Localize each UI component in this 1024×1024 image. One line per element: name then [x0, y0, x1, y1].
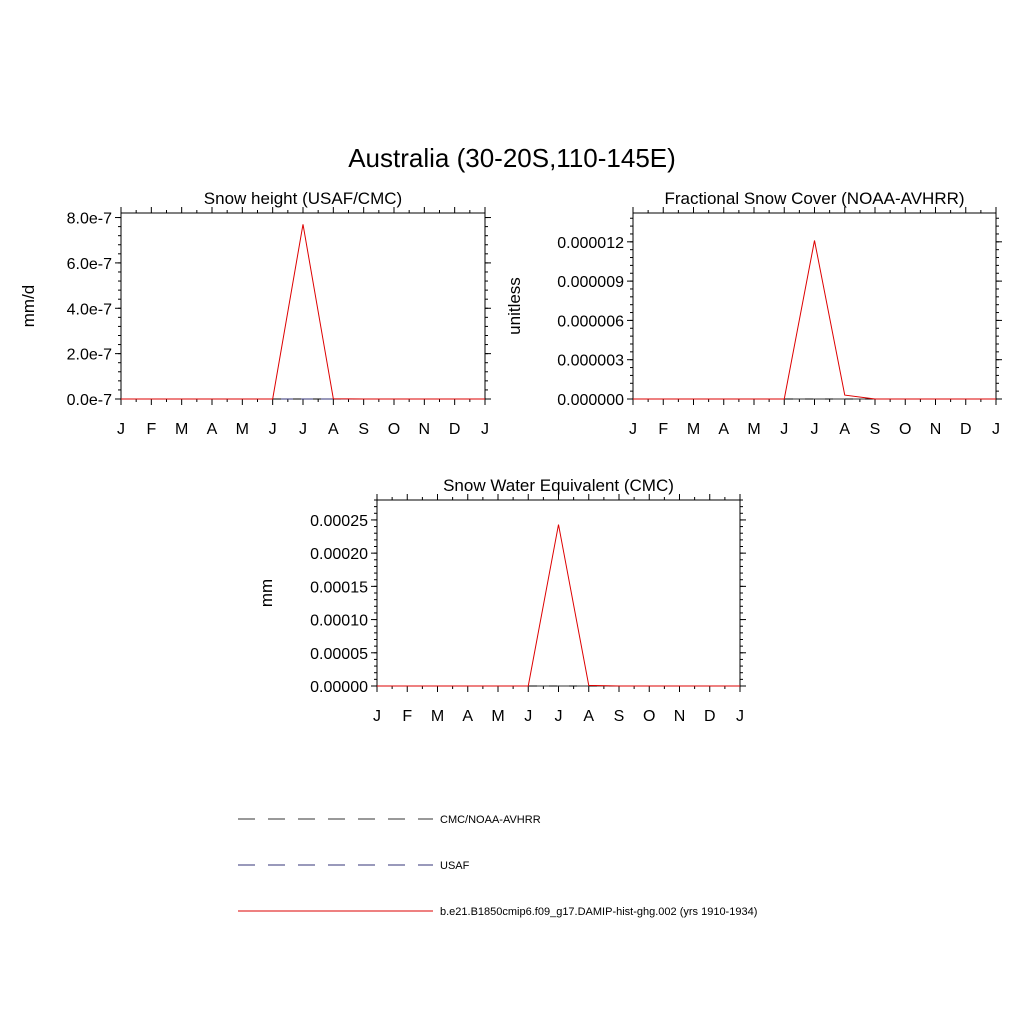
series-line-b-e21-b1850cmip6-f09-g17-damip-hist-ghg-002 — [633, 241, 996, 399]
x-tick-label: A — [327, 421, 339, 438]
x-tick-label: A — [839, 421, 851, 438]
plot-frame — [377, 500, 740, 686]
plot-frame — [121, 213, 485, 399]
panel-title: Snow Water Equivalent (CMC) — [443, 476, 674, 495]
x-tick-label: J — [373, 708, 381, 725]
x-tick-label: M — [747, 421, 761, 438]
y-tick-label: 0.00020 — [310, 546, 368, 564]
x-tick-label: J — [992, 421, 1000, 438]
y-tick-label: 2.0e-7 — [66, 346, 112, 364]
x-tick-label: O — [643, 708, 656, 725]
x-tick-label: J — [299, 421, 307, 438]
x-tick-label: F — [658, 421, 669, 438]
y-tick-label: 0.000006 — [557, 313, 624, 331]
legend-label: b.e21.B1850cmip6.f09_g17.DAMIP-hist-ghg.002 (yrs 1910-1934) — [440, 906, 758, 918]
x-tick-label: J — [481, 421, 489, 438]
x-tick-label: A — [718, 421, 730, 438]
y-tick-label: 0.000012 — [557, 234, 624, 252]
panel-title: Snow height (USAF/CMC) — [203, 189, 403, 208]
x-tick-label: J — [736, 708, 744, 725]
x-tick-label: J — [780, 421, 789, 438]
x-tick-label: S — [613, 708, 625, 725]
x-tick-label: M — [491, 708, 505, 725]
x-tick-label: D — [703, 708, 716, 725]
x-tick-label: O — [899, 421, 912, 438]
y-tick-label: 0.000003 — [557, 352, 624, 370]
y-tick-label: 0.000000 — [557, 392, 624, 409]
x-tick-label: M — [235, 421, 249, 438]
legend — [238, 814, 757, 918]
y-tick-label: 0.00015 — [310, 579, 368, 597]
y-axis-label: mm/d — [19, 284, 38, 328]
y-tick-label: 0.000009 — [557, 274, 624, 292]
panel-title: Fractional Snow Cover (NOAA-AVHRR) — [664, 189, 965, 208]
x-tick-label: F — [402, 708, 413, 725]
legend-label: USAF — [440, 860, 470, 872]
x-tick-label: A — [206, 421, 218, 438]
x-tick-label: N — [673, 708, 686, 725]
series-line-b-e21-b1850cmip6-f09-g17-damip-hist-ghg-002 — [377, 525, 740, 686]
y-tick-label: 4.0e-7 — [66, 301, 112, 319]
x-tick-label: F — [146, 421, 157, 438]
x-tick-label: M — [175, 421, 189, 438]
figure-title: Australia (30-20S,110-145E) — [348, 143, 676, 173]
x-tick-label: O — [387, 421, 401, 438]
legend-label: CMC/NOAA-AVHRR — [440, 814, 541, 826]
x-tick-label: N — [929, 421, 942, 438]
x-tick-label: A — [583, 708, 595, 725]
x-tick-label: M — [430, 708, 445, 725]
panels — [19, 189, 1002, 725]
x-tick-label: J — [629, 421, 637, 438]
y-tick-label: 0.00000 — [310, 679, 368, 696]
x-tick-label: N — [418, 421, 431, 438]
y-axis-label: mm — [257, 578, 276, 608]
x-tick-label: J — [524, 708, 533, 725]
y-tick-label: 0.00005 — [310, 645, 368, 663]
y-axis-label: unitless — [505, 277, 524, 335]
x-tick-label: D — [959, 421, 972, 438]
y-tick-label: 8.0e-7 — [66, 210, 112, 228]
x-tick-label: S — [358, 421, 370, 438]
x-tick-label: J — [810, 421, 819, 438]
panel-1 — [19, 189, 491, 438]
x-tick-label: A — [462, 708, 474, 725]
x-tick-label: J — [554, 708, 563, 725]
y-tick-label: 0.00010 — [310, 612, 368, 630]
x-tick-label: S — [869, 421, 881, 438]
panel-3 — [257, 476, 746, 725]
y-tick-label: 0.00025 — [310, 512, 368, 530]
x-tick-label: J — [117, 421, 125, 438]
y-tick-label: 0.0e-7 — [66, 392, 112, 409]
x-tick-label: J — [268, 421, 277, 438]
x-tick-label: M — [686, 421, 701, 438]
panel-2 — [505, 189, 1002, 438]
series-line-b-e21-b1850cmip6-f09-g17-damip-hist-ghg-002 — [121, 224, 485, 399]
y-tick-label: 6.0e-7 — [66, 255, 112, 273]
x-tick-label: D — [448, 421, 461, 438]
